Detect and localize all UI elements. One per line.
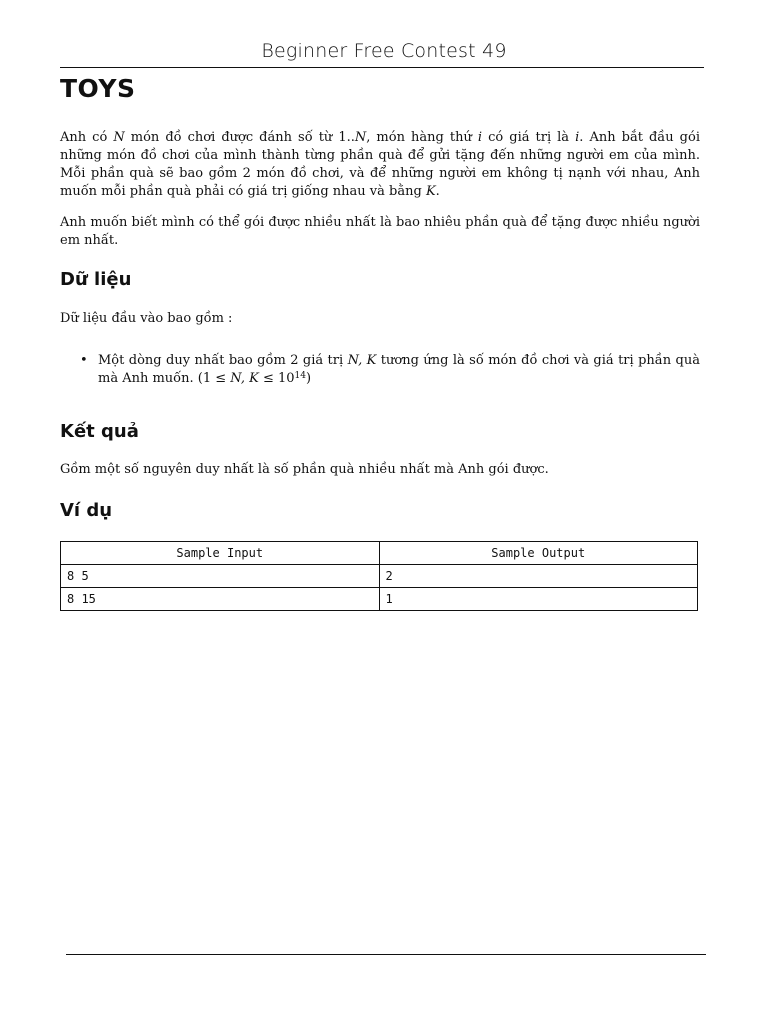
input-intro: Dữ liệu đầu vào bao gồm : xyxy=(60,311,233,326)
output-heading: Kết quả xyxy=(60,421,139,442)
input-heading: Dữ liệu xyxy=(60,269,132,290)
table-header-row xyxy=(61,542,698,565)
input-bullet-text: Một dòng duy nhất bao gồm 2 giá trị N, K tương ứng là số món đồ chơi và giá trị phần quà mà Anh muốn. (1 ≤ N, $K \le 10^{14}$) xyxy=(98,353,700,386)
sample-input-cell: 8 15 xyxy=(61,588,380,611)
header-rule xyxy=(60,67,704,68)
table-row xyxy=(61,565,698,588)
statement-paragraph-1: Anh có N món đồ chơi được đánh số từ 1..N, món hàng thứ i có giá trị là i. Anh bắt đầu gói những món đồ chơi của mình thành từng phần quà để gửi tặng đến những người em của mình. Mỗi phần quà sẽ bao gồm 2 món đồ chơi, và để những người em không tị nạnh với nhau, Anh muốn mỗi phần quà phải có giá trị giống nhau và bằng K. xyxy=(60,130,700,199)
example-heading: Ví dụ xyxy=(60,500,113,521)
footer-rule xyxy=(66,954,706,955)
problem-title: TOYS xyxy=(60,74,136,103)
sample-input-cell: 8 5 xyxy=(61,565,380,588)
sample-output-cell: 1 xyxy=(379,588,698,611)
output-text: Gồm một số nguyên duy nhất là số phần quà nhiều nhất mà Anh gói được. xyxy=(60,462,549,477)
table-row xyxy=(61,588,698,611)
column-header-input: Sample Input xyxy=(61,542,380,565)
contest-title: Beginner Free Contest 49 xyxy=(261,40,507,62)
sample-output-cell: 2 xyxy=(379,565,698,588)
sample-table xyxy=(60,541,698,611)
bullet-icon: • xyxy=(80,353,88,368)
statement-paragraph-2: Anh muốn biết mình có thể gói được nhiều nhất là bao nhiêu phần quà để tặng được nhiều người em nhất. xyxy=(60,215,700,248)
column-header-output: Sample Output xyxy=(379,542,698,565)
